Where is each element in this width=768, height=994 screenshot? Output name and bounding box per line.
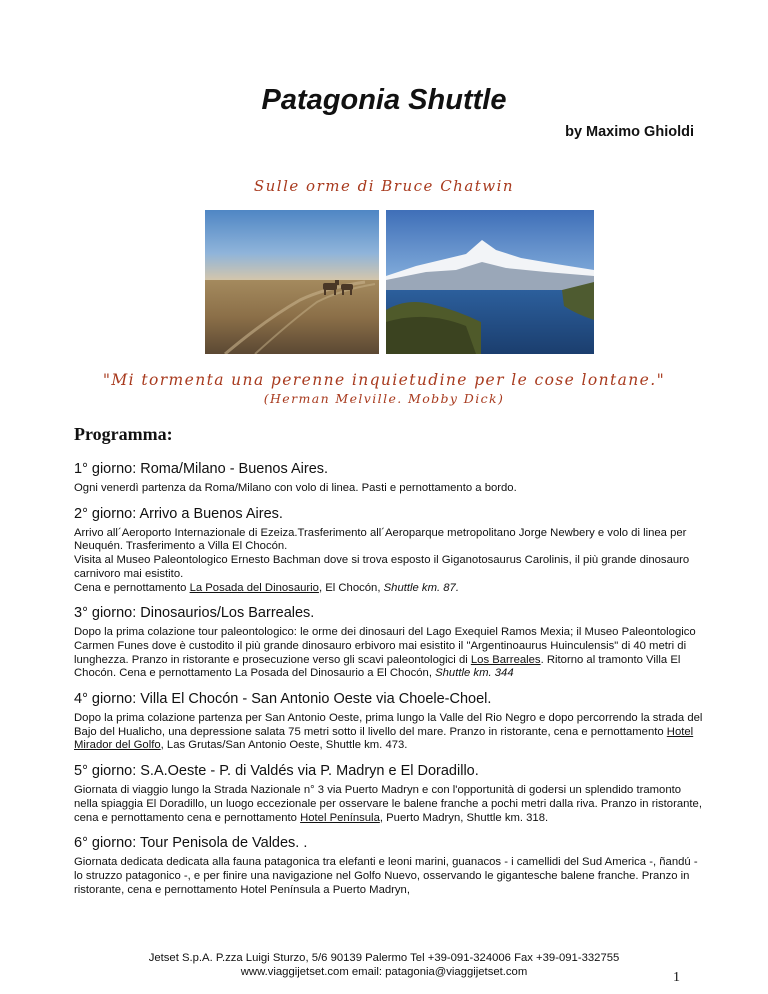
epigraph-quote: "Mi tormenta una perenne inquietudine per le cose lontane." xyxy=(102,371,666,389)
program-heading: Programma: xyxy=(74,424,173,444)
day-text: Visita al Museo Paleontologico Ernesto Bachman dove si trova esposto il Giganotosaurus Carolinis, il più grande dinosauro carnivoro mai esistito. xyxy=(74,554,690,580)
hotel-link-mirador-golfo[interactable]: Hotel Mirador del Golfo xyxy=(74,725,694,752)
link-los-barreales[interactable]: Los Barreales xyxy=(470,653,541,666)
footer-contacts: www.viaggijetset.com email: patagonia@viaggijetset.com xyxy=(240,965,528,978)
day-text: Giornata dedicata dedicata alla fauna patagonica tra elefanti e leoni marini, guanacos - i camellidi del Sud America -, ñandú - lo struzzo patagonico -, e per finire una navigazione nel Golfo Nuevo, osservando le gigantesche balene franche. Pranzo in ristorante, cena e pernottamento Hotel Península a Puerto Madryn, xyxy=(74,856,698,896)
day-1 xyxy=(74,461,704,496)
subtitle: Sulle orme di Bruce Chatwin xyxy=(253,177,515,195)
hotel-link-peninsula[interactable]: Hotel Península xyxy=(300,811,380,824)
day-5 xyxy=(74,763,704,825)
day-4 xyxy=(74,691,704,753)
footer-address: Jetset S.p.A. P.zza Luigi Sturzo, 5/6 90139 Palermo Tel +39-091-324006 Fax +39-091-332755 xyxy=(148,952,620,964)
epigraph-source: (Herman Melville. Mobby Dick) xyxy=(263,391,505,406)
author-byline: by Maximo Ghioldi xyxy=(565,124,694,140)
program-section xyxy=(74,424,704,907)
day-6 xyxy=(74,835,704,897)
day-2 xyxy=(74,506,704,596)
day-title: 3° giorno: Dinosaurios/Los Barreales. xyxy=(74,605,315,622)
day-text: Giornata di viaggio lungo la Strada Nazionale n° 3 via Puerto Madryn e con l'opportunità di godersi un splendido tramonto nella spiaggia El Doradillo, un luogo eccezionale per osservare le balene franche a pochi metri dalla riva. Pranzo in ristorante, cena e pernottamento cena e pernottamento Hotel Península, Puerto Madryn, Shuttle km. 318. xyxy=(74,784,702,824)
day-title: 5° giorno: S.A.Oeste - P. di Valdés via P. Madryn e El Doradillo. xyxy=(74,763,479,780)
day-title: 4° giorno: Villa El Chocón - San Antonio Oeste via Choele-Choel. xyxy=(74,691,492,708)
page-number: 1 xyxy=(673,970,680,985)
day-title: 2° giorno: Arrivo a Buenos Aires. xyxy=(74,505,283,522)
day-title: 1° giorno: Roma/Milano - Buenos Aires. xyxy=(74,461,329,477)
pampa-horses-photo xyxy=(205,210,379,354)
hotel-link-posada-dinosaurio[interactable]: La Posada del Dinosaurio xyxy=(189,581,319,594)
day-text: Dopo la prima colazione tour paleontologico: le orme dei dinosauri del Lago Exequiel Ramos Mexia; il Museo Paleontologico Carmen Funes dove è custodito il più grande dinosauro erbivoro mai esistito il "Argentinoaurus Huinculensis" di 40 metri di lunghezza. Pranzo in ristorante e prosecuzione verso gli scavi paleontologici di Los Barreales. Ritorno al tramonto Villa El Chocón. Cena e pernottamento La Posada del Dinosaurio a El Chocón, Shuttle km. 344 xyxy=(74,626,696,680)
day-text: Cena e pernottamento La Posada del Dinosaurio, El Chocón, Shuttle km. 87. xyxy=(74,581,459,594)
page-footer xyxy=(0,952,768,979)
volcano-lake-photo xyxy=(386,210,594,354)
day-text: Arrivo all´Aeroporto Internazionale di Ezeiza.Trasferimento all´Aeroparque metropolitano Jorge Newbery e volo di linea per Neuquén. Trasferimento a Villa El Chocón. xyxy=(74,526,687,553)
day-text: Dopo la prima colazione partenza per San Antonio Oeste, prima lungo la Valle del Rio Negro e dopo percorrendo la strada del Bajo del Hualicho, una depressione salata 75 metri sotto il livello del mare. Pranzo in ristorante, cena e pernottamento Hotel Mirador del Golfo, Las Grutas/San Antonio Oeste, Shuttle km. 473. xyxy=(74,712,703,752)
document-title: Patagonia Shuttle xyxy=(261,84,507,116)
day-title: 6° giorno: Tour Penisola de Valdes. . xyxy=(74,835,308,852)
day-3 xyxy=(74,605,704,681)
day-text: Ogni venerdì partenza da Roma/Milano con volo di linea. Pasti e pernottamento a bordo. xyxy=(74,482,517,494)
